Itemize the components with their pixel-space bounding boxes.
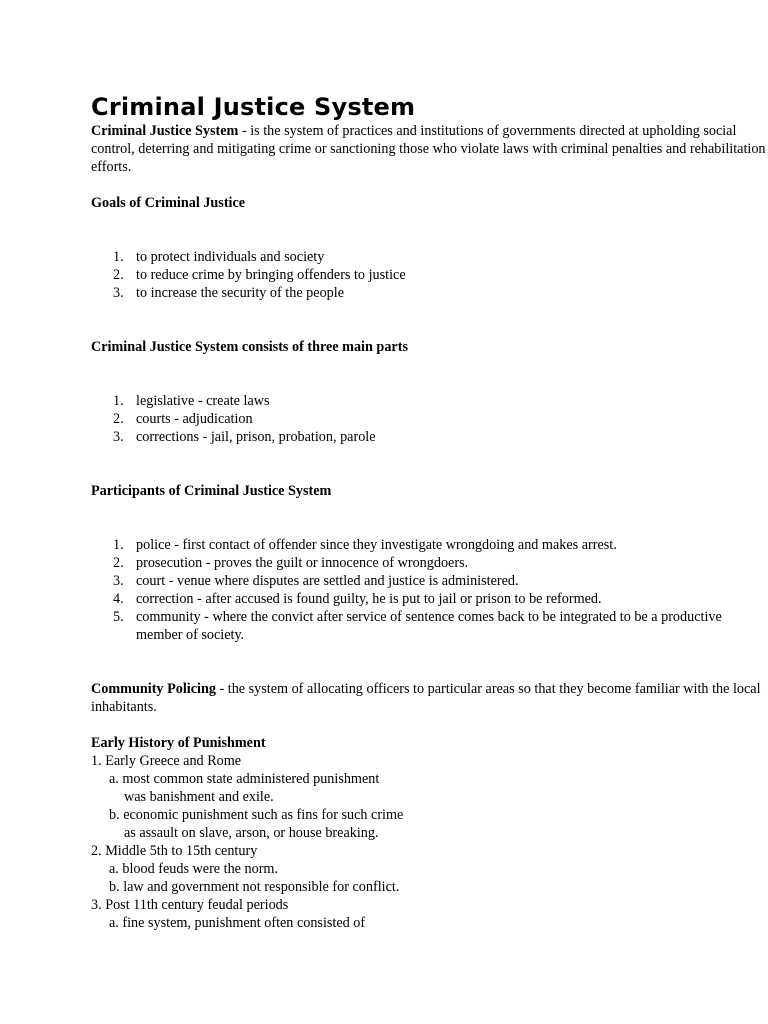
list-item (91, 266, 768, 284)
list-item-text: to increase the security of the people (136, 285, 344, 301)
history-line: a. fine system, punishment often consisted of (109, 915, 366, 931)
list-item (91, 554, 768, 572)
list-item (91, 410, 768, 428)
parts-list (91, 392, 768, 446)
history-line: a. blood feuds were the norm. (109, 861, 279, 877)
spacer (91, 176, 768, 194)
goals-heading: Goals of Criminal Justice (91, 195, 246, 211)
history-line: b. economic punishment such as fins for such crime (109, 807, 404, 823)
list-item (91, 536, 768, 554)
parts-heading: Criminal Justice System consists of three main parts (91, 339, 408, 355)
list-item (91, 608, 768, 644)
participants-heading: Participants of Criminal Justice System (91, 483, 332, 499)
spacer (91, 644, 768, 680)
list-item-number: 4. (113, 591, 124, 607)
history-heading: Early History of Punishment (91, 735, 266, 751)
history-line: 3. Post 11th century feudal periods (91, 897, 289, 913)
intro-term: Criminal Justice System (91, 123, 239, 139)
community-policing-definition: - the system of allocating officers to particular areas so that they become familiar with the local inhabitants. (91, 681, 761, 715)
history-line: b. law and government not responsible for conflict. (109, 879, 400, 895)
intro-paragraph (91, 122, 768, 176)
spacer (91, 716, 768, 734)
list-item-text: courts - adjudication (136, 411, 253, 427)
list-item-text: court - venue where disputes are settled and justice is administered. (136, 573, 519, 589)
list-item-number: 3. (113, 429, 124, 445)
list-item-text: police - first contact of offender since they investigate wrongdoing and makes arrest. (136, 537, 617, 553)
list-item (91, 572, 768, 590)
list-item-text: legislative - create laws (136, 393, 270, 409)
list-item (91, 428, 768, 446)
list-item-number: 5. (113, 609, 124, 625)
list-item-text: to protect individuals and society (136, 249, 325, 265)
list-item (91, 590, 768, 608)
list-item-text: correction - after accused is found guilty, he is put to jail or prison to be reformed. (136, 591, 602, 607)
list-item (91, 284, 768, 302)
list-item (91, 392, 768, 410)
participants-list (91, 536, 768, 644)
list-item-number: 1. (113, 393, 124, 409)
history-line: 2. Middle 5th to 15th century (91, 843, 258, 859)
spacer (91, 212, 768, 248)
list-item-number: 3. (113, 573, 124, 589)
history-line: was banishment and exile. (124, 789, 274, 805)
spacer (91, 446, 768, 482)
list-item-number: 3. (113, 285, 124, 301)
list-item-number: 2. (113, 267, 124, 283)
list-item-text: community - where the convict after service of sentence comes back to be integrated to be a productive member of society. (136, 609, 722, 643)
spacer (91, 302, 768, 338)
history-outline (91, 752, 768, 932)
community-policing-paragraph (91, 680, 768, 716)
history-line: as assault on slave, arson, or house breaking. (124, 825, 379, 841)
list-item-text: corrections - jail, prison, probation, parole (136, 429, 376, 445)
spacer (91, 500, 768, 536)
page-title: Criminal Justice System (91, 93, 416, 121)
list-item-number: 1. (113, 537, 124, 553)
list-item-text: to reduce crime by bringing offenders to justice (136, 267, 406, 283)
history-line: 1. Early Greece and Rome (91, 753, 242, 769)
list-item (91, 248, 768, 266)
goals-list (91, 248, 768, 302)
list-item-number: 1. (113, 249, 124, 265)
list-item-number: 2. (113, 411, 124, 427)
community-policing-term: Community Policing (91, 681, 216, 697)
spacer (91, 356, 768, 392)
history-line: a. most common state administered punishment (109, 771, 380, 787)
list-item-number: 2. (113, 555, 124, 571)
intro-definition: - is the system of practices and institutions of governments directed at upholding social control, deterring and mitigating crime or sanctioning those who violate laws with criminal penalties and rehabilitation efforts. (91, 123, 766, 175)
document-page (91, 92, 768, 932)
list-item-text: prosecution - proves the guilt or innocence of wrongdoers. (136, 555, 469, 571)
